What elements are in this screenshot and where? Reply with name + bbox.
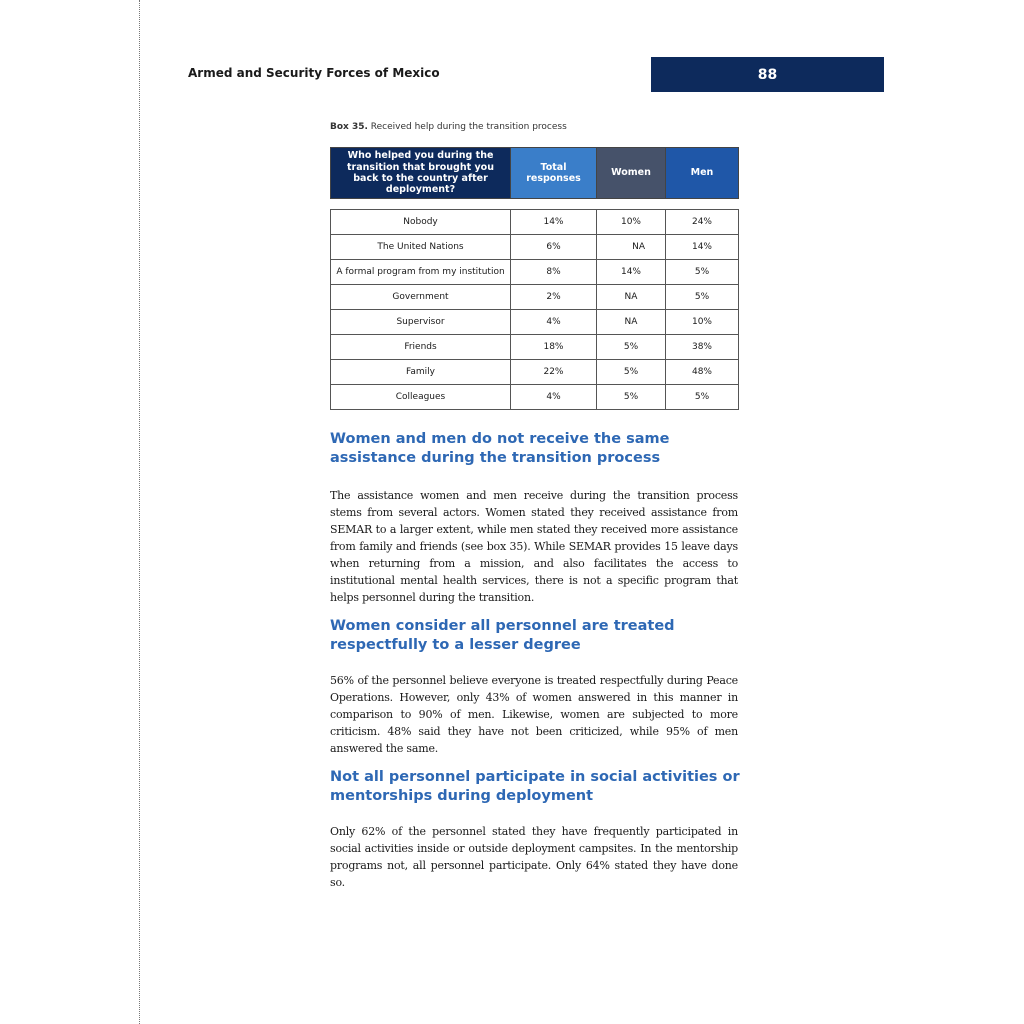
table-row bbox=[331, 235, 739, 260]
table-cell-source: A formal program from my institution bbox=[331, 260, 511, 285]
table-cell-men: 38% bbox=[666, 335, 739, 360]
table-row bbox=[331, 285, 739, 310]
section-heading-social-activities: Not all personnel participate in social activities or mentorships during deployment bbox=[330, 769, 740, 804]
table-cell-men: 5% bbox=[666, 285, 739, 310]
table-cell-men: 24% bbox=[666, 210, 739, 235]
table-cell-men: 48% bbox=[666, 360, 739, 385]
page-number: 88 bbox=[757, 66, 778, 83]
table-row bbox=[331, 335, 739, 360]
table-cell-total: 22% bbox=[511, 360, 597, 385]
table-cell-total: 4% bbox=[511, 385, 597, 410]
table-cell-total: 18% bbox=[511, 335, 597, 360]
table-cell-women: 5% bbox=[597, 385, 666, 410]
section-body-social-activities: Only 62% of the personnel stated they have frequently participated in social activities inside or outside deployment campsites. In the mentorship programs not, all personnel participate. Only 64% stated they have done so. bbox=[330, 825, 738, 889]
table-row bbox=[331, 210, 739, 235]
table-cell-source: Government bbox=[331, 285, 511, 310]
table-header-women: Women bbox=[597, 148, 666, 199]
section-heading-respect: Women consider all personnel are treated respectfully to a lesser degree bbox=[330, 618, 675, 653]
box-caption-label: Box 35. bbox=[330, 122, 368, 132]
table-header-question: Who helped you during the transition that brought you back to the country after deployment? bbox=[331, 148, 511, 199]
assistance-table bbox=[330, 147, 739, 410]
table-cell-women: 10% bbox=[597, 210, 666, 235]
table-cell-women: NA bbox=[597, 310, 666, 335]
table-cell-men: 5% bbox=[666, 385, 739, 410]
table-cell-total: 2% bbox=[511, 285, 597, 310]
table-cell-source: The United Nations bbox=[331, 235, 511, 260]
table-cell-total: 6% bbox=[511, 235, 597, 260]
page-edge-dotted-line bbox=[139, 0, 140, 1024]
section-heading-assistance: Women and men do not receive the same assistance during the transition process bbox=[330, 431, 670, 466]
table-cell-men: 10% bbox=[666, 310, 739, 335]
running-title: Armed and Security Forces of Mexico bbox=[188, 66, 440, 80]
table-cell-men: 14% bbox=[666, 235, 739, 260]
box-caption bbox=[330, 122, 567, 132]
section-body-respect: 56% of the personnel believe everyone is treated respectfully during Peace Operations. However, only 43% of women answered in this manner in comparison to 90% of men. Likewise, women are subjected to more criticism. 48% said they have not been criticized, while 95% of men answered the same. bbox=[330, 674, 738, 755]
table-row bbox=[331, 310, 739, 335]
table-row bbox=[331, 260, 739, 285]
table-cell-men: 5% bbox=[666, 260, 739, 285]
table-cell-source: Nobody bbox=[331, 210, 511, 235]
table-cell-source: Family bbox=[331, 360, 511, 385]
table-cell-total: 14% bbox=[511, 210, 597, 235]
table-cell-women: 5% bbox=[597, 335, 666, 360]
table-header-total: Total responses bbox=[511, 148, 597, 199]
table-row bbox=[331, 360, 739, 385]
table-cell-women: 14% bbox=[597, 260, 666, 285]
box-caption-text: Received help during the transition process bbox=[367, 122, 567, 132]
table-cell-women: NA bbox=[597, 235, 666, 260]
table-cell-women: 5% bbox=[597, 360, 666, 385]
table-cell-source: Supervisor bbox=[331, 310, 511, 335]
section-body-assistance: The assistance women and men receive during the transition process stems from several actors. Women stated they received assistance from SEMAR to a larger extent, while men stated they received more assistance from family and friends (see box 35). While SEMAR provides 15 leave days when returning from a mission, and also facilitates the access to institutional mental health services, there is not a specific program that helps personnel during the transition. bbox=[330, 489, 738, 604]
table-cell-source: Friends bbox=[331, 335, 511, 360]
table-cell-total: 8% bbox=[511, 260, 597, 285]
table-header-men: Men bbox=[666, 148, 739, 199]
table-cell-source: Colleagues bbox=[331, 385, 511, 410]
table-row bbox=[331, 385, 739, 410]
table-cell-women: NA bbox=[597, 285, 666, 310]
table-header-row bbox=[331, 148, 739, 199]
page-number-box bbox=[651, 57, 884, 92]
table-cell-total: 4% bbox=[511, 310, 597, 335]
